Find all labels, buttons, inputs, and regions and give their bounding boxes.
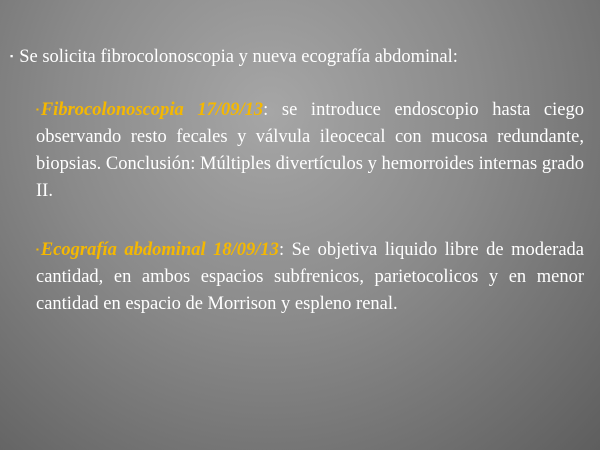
sub-bullet-fibrocolonoscopia xyxy=(36,96,584,205)
item-text: : se introduce endoscopio hasta ciego observando resto fecales y válvula ileocecal con mucosa redundante, biopsias. Conclusión: Múltiples divertículos y hemorroides internas grado II. xyxy=(36,100,584,201)
bullet-square-icon: ▪ xyxy=(10,51,14,61)
bullet-square-icon: ▪ xyxy=(36,105,39,114)
main-bullet-text: Se solicita fibrocolonoscopia y nueva ecografía abdominal: xyxy=(19,47,458,67)
item-title: Fibrocolonoscopia xyxy=(40,100,184,120)
item-date: 18/09/13 xyxy=(213,240,279,260)
sub-bullet-ecografia xyxy=(36,236,584,318)
item-title: Ecografía abdominal xyxy=(40,240,206,260)
item-text: : Se objetiva liquido libre de moderada cantidad, en ambos espacios subfrenicos, parietocolicos y en menor cantidad en espacio de Morrison y espleno renal. xyxy=(36,240,585,314)
bullet-square-icon: ▪ xyxy=(36,245,39,254)
item-date: 17/09/13 xyxy=(197,100,264,120)
main-bullet xyxy=(10,44,590,69)
